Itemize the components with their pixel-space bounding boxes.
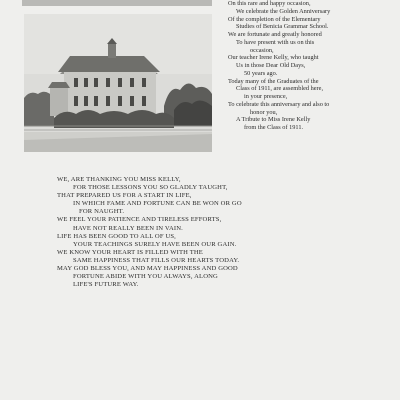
- tribute-line: Of the completion of the Elementary: [228, 15, 321, 23]
- tribute-text: [228, 0, 398, 132]
- verse-line: LIFE'S FUTURE WAY.: [73, 281, 139, 289]
- verse-line: MAY GOD BLESS YOU, AND MAY HAPPINESS AND GOOD: [57, 265, 238, 273]
- schoolhouse-photo: [24, 14, 212, 152]
- tribute-line: honor you,: [250, 108, 278, 116]
- verse-line: SAME HAPPINESS THAT FILLS OUR HEARTS TODAY.: [73, 256, 240, 264]
- tribute-line: To have present with us on this: [236, 38, 315, 46]
- verse-line: WE KNOW YOUR HEART IS FILLED WITH THE: [57, 248, 203, 256]
- verse-line: YOUR TEACHINGS SURELY HAVE BEEN OUR GAIN.: [73, 240, 237, 248]
- tribute-line: Today many of the Graduates of the: [228, 77, 319, 85]
- header-strip: [22, 0, 212, 6]
- verse-line: FOR THOSE LESSONS YOU SO GLADLY TAUGHT,: [73, 184, 228, 192]
- verse-line: HAVE NOT REALLY BEEN IN VAIN.: [73, 224, 183, 232]
- tribute-line: Class of 1911, are assembled here,: [236, 85, 324, 93]
- tribute-line: A Tribute to Miss Irene Kelly: [236, 116, 311, 124]
- tribute-line: We celebrate the Golden Anniversary: [236, 7, 331, 15]
- schoolhouse-photo-drawing: [24, 14, 212, 152]
- verse-line: FORTUNE ABIDE WITH YOU ALWAYS, ALONG: [73, 273, 218, 281]
- tribute-line: from the Class of 1911.: [244, 124, 304, 131]
- tribute-line: We are fortunate and greatly honored: [228, 31, 322, 38]
- tribute-line: To celebrate this anniversary and also to: [228, 100, 330, 108]
- verse-text: [57, 176, 347, 289]
- tribute-line: Studies of Benicia Grammar School.: [236, 23, 329, 31]
- verse-line: WE, ARE THANKING YOU MISS KELLY,: [57, 176, 181, 183]
- tribute-line: Our teacher Irene Kelly, who taught: [228, 54, 319, 62]
- verse-line: IN WHICH FAME AND FORTUNE CAN BE WON OR GO: [73, 200, 242, 208]
- verse-line: THAT PREPARED US FOR A START IN LIFE,: [57, 192, 192, 200]
- verse-line: WE FEEL YOUR PATIENCE AND TIRELESS EFFORTS,: [57, 216, 222, 224]
- verse-line: LIFE HAS BEEN GOOD TO ALL OF US,: [57, 232, 176, 240]
- tribute-line: On this rare and happy occasion,: [228, 0, 311, 7]
- tribute-line: in your presence,: [244, 93, 288, 100]
- tribute-line: Us in those Dear Old Days,: [236, 62, 306, 69]
- verse-line: FOR NAUGHT.: [79, 208, 125, 216]
- tribute-line: 50 years ago.: [244, 69, 278, 77]
- tribute-line: occasion,: [250, 46, 274, 54]
